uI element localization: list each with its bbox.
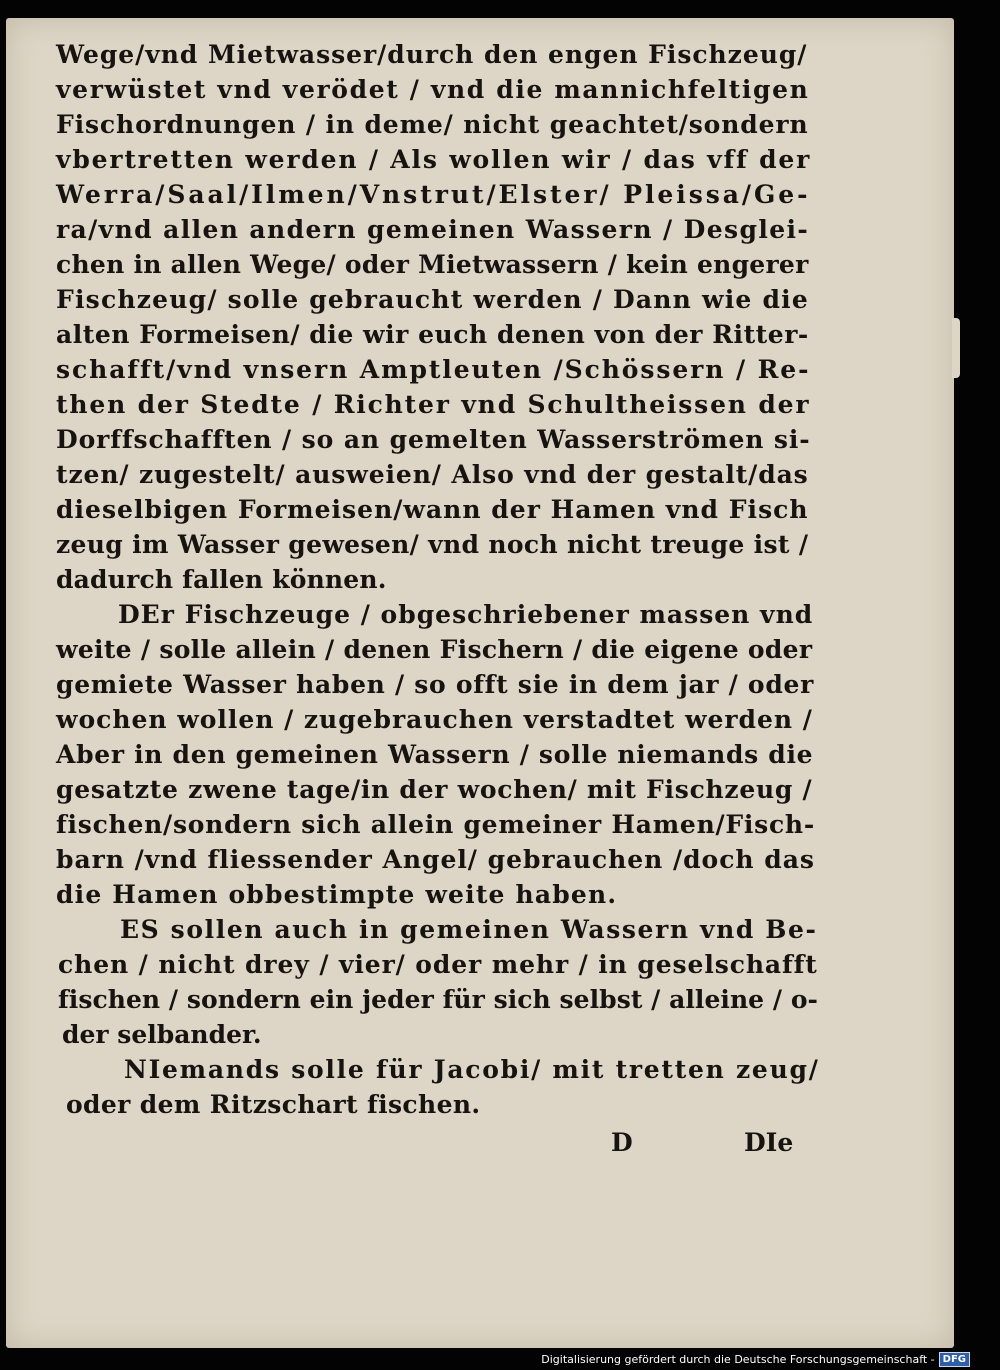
text-line: weite / solle allein / denen Fischern / die eigene oder	[56, 635, 813, 664]
signature-mark: D	[611, 1128, 633, 1157]
text-line: ra/vnd allen andern gemeinen Wassern / Desglei-	[56, 215, 810, 244]
text-line: Dorffschafften / so an gemelten Wasserströmen si-	[56, 425, 811, 454]
text-line: chen / nicht drey / vier/ oder mehr / in geselschafft	[58, 950, 818, 979]
text-line: ES sollen auch in gemeinen Wassern vnd Be-	[120, 915, 818, 944]
text-line: barn /vnd fliessender Angel/ gebrauchen /doch das	[56, 845, 815, 874]
dfg-logo-icon: DFG	[939, 1352, 970, 1367]
text-line: gesatzte zwene tage/in der wochen/ mit Fischzeug /	[56, 775, 813, 804]
text-line: Fischordnungen / in deme/ nicht geachtet/sondern	[56, 110, 809, 139]
text-line: verwüstet vnd verödet / vnd die mannichfeltigen	[56, 75, 810, 104]
text-line: fischen/sondern sich allein gemeiner Hamen/Fisch-	[56, 810, 815, 839]
text-line: dieselbigen Formeisen/wann der Hamen vnd Fisch	[56, 495, 809, 524]
text-line: then der Stedte / Richter vnd Schultheissen der	[56, 390, 811, 419]
text-line: alten Formeisen/ die wir euch denen von der Ritter-	[56, 320, 809, 349]
text-line: NIemands solle für Jacobi/ mit tretten zeug/	[124, 1055, 820, 1084]
text-line: Wege/vnd Mietwasser/durch den engen Fischzeug/	[56, 40, 808, 69]
text-line: die Hamen obbestimpte weite haben.	[56, 880, 618, 909]
text-line: chen in allen Wege/ oder Mietwassern / kein engerer	[56, 250, 809, 279]
text-line: der selbander.	[62, 1020, 262, 1049]
funding-credit: Digitalisierung gefördert durch die Deutsche Forschungsgemeinschaft -	[541, 1352, 935, 1366]
text-line: schafft/vnd vnsern Amptleuten /Schössern / Re-	[56, 355, 811, 384]
book-page	[6, 18, 954, 1348]
text-line: dadurch fallen können.	[56, 565, 387, 594]
text-line: Fischzeug/ solle gebraucht werden / Dann wie die	[56, 285, 809, 314]
text-line: tzen/ zugestelt/ ausweien/ Also vnd der gestalt/das	[56, 460, 809, 489]
text-line: DEr Fischzeuge / obgeschriebener massen vnd	[118, 600, 814, 629]
text-line: oder dem Ritzschart fischen.	[66, 1090, 481, 1119]
text-line: Werra/Saal/Ilmen/Vnstrut/Elster/ Pleissa/Ge-	[56, 180, 811, 209]
text-line: gemiete Wasser haben / so offt sie in dem jar / oder	[56, 670, 815, 699]
digitization-footer	[541, 1350, 970, 1368]
catchword: DIe	[744, 1128, 794, 1157]
text-line: wochen wollen / zugebrauchen verstadtet werden /	[56, 705, 813, 734]
text-line: zeug im Wasser gewesen/ vnd noch nicht treuge ist /	[56, 530, 809, 559]
text-line: fischen / sondern ein jeder für sich selbst / alleine / o-	[58, 985, 818, 1014]
text-line: Aber in den gemeinen Wassern / solle niemands die	[56, 740, 814, 769]
text-line: vbertretten werden / Als wollen wir / das vff der	[56, 145, 812, 174]
